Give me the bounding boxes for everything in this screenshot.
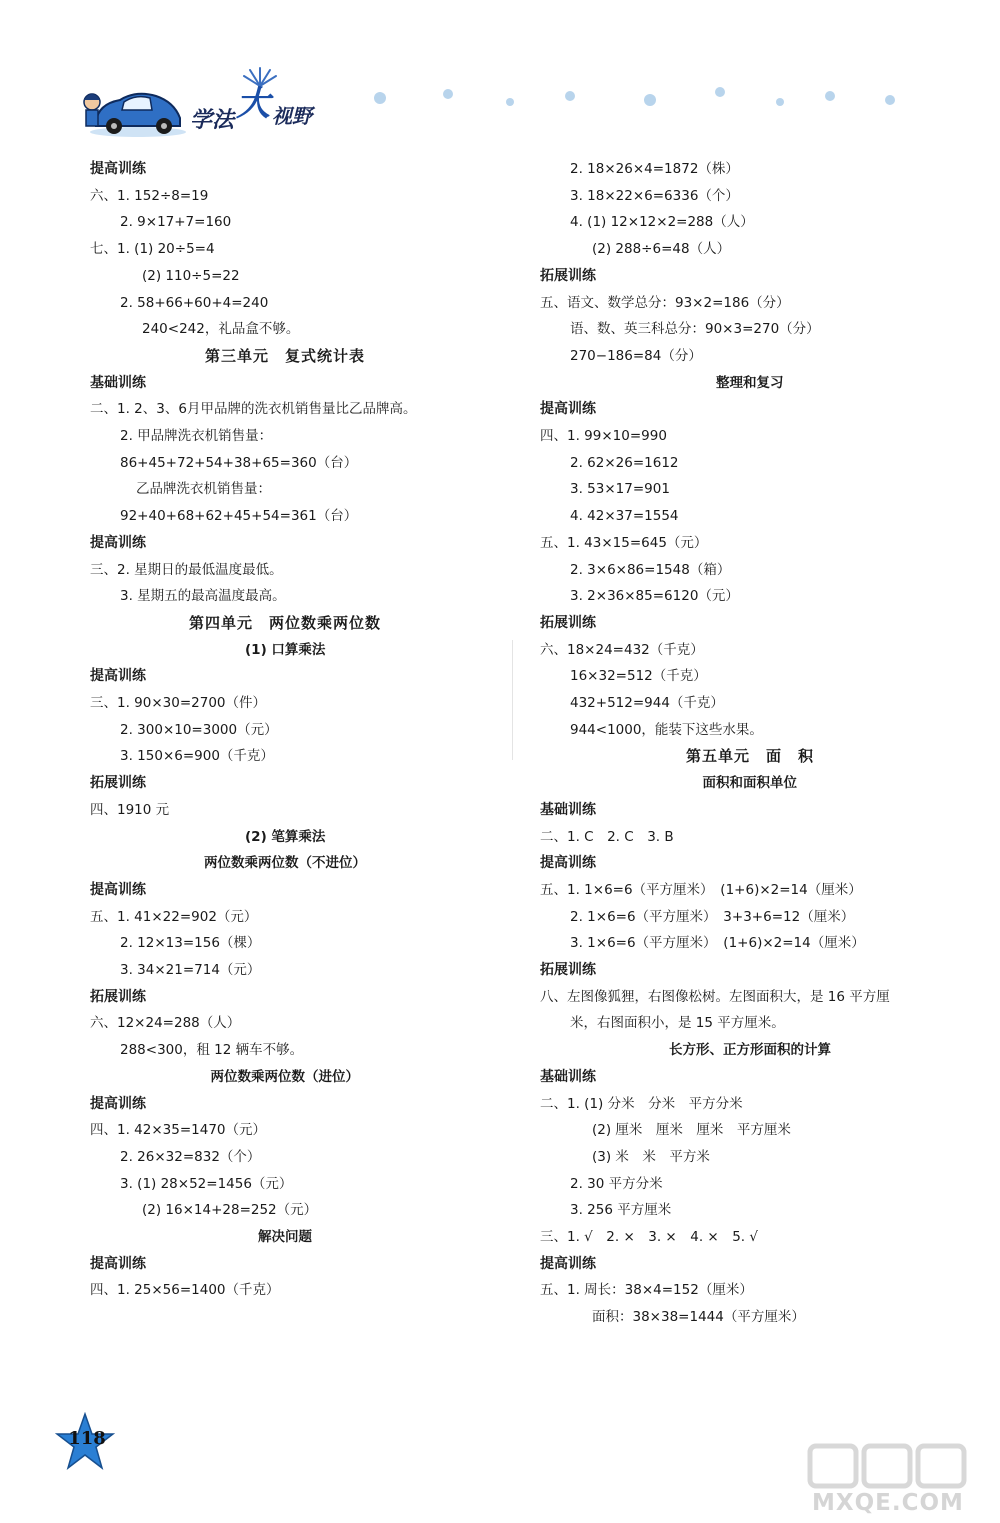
unit-title: 第四单元 两位数乘两位数 — [189, 613, 382, 632]
answer-line: 2. 甲品牌洗衣机销售量： — [120, 428, 273, 444]
answer-line: 2. 12×13=156（棵） — [120, 935, 261, 952]
answer-line: 2. 300×10=3000（元） — [120, 721, 278, 738]
answer-line: 四、1. 99×10=990 — [540, 428, 667, 444]
answer-line: 4. (1) 12×12×2=288（人） — [570, 214, 754, 231]
answer-line: 四、1. 25×56=1400（千克） — [90, 1282, 280, 1299]
section-heading: 提高训练 — [90, 1095, 146, 1112]
answer-line: 288<300，租 12 辆车不够。 — [120, 1042, 304, 1059]
watermark-text: MXQE.COM — [812, 1490, 964, 1516]
answer-line: 270−186=84（分） — [570, 347, 702, 364]
section-heading: 基础训练 — [540, 801, 596, 818]
answer-line: 八、左图像狐狸，右图像松树。左图面积大，是 16 平方厘 — [540, 988, 890, 1005]
answer-line: 二、1. 2、3、6月甲品牌的洗衣机销售量比乙品牌高。 — [90, 401, 417, 418]
lesson-title: 面积和面积单位 — [702, 775, 797, 792]
answer-line: 3. 256 平方厘米 — [570, 1202, 672, 1219]
answer-line: 七、1. (1) 20÷5=4 — [90, 241, 215, 258]
lesson-title: 长方形、正方形面积的计算 — [669, 1042, 831, 1059]
lesson-title: 两位数乘两位数（进位） — [210, 1068, 359, 1085]
section-heading: 提高训练 — [90, 881, 146, 898]
answer-line: 4. 42×37=1554 — [570, 508, 679, 525]
answer-line: 2. 3×6×86=1548（箱） — [570, 561, 731, 578]
lesson-title: 整理和复习 — [716, 374, 784, 391]
answer-line: 语、数、英三科总分：90×3=270（分） — [570, 321, 820, 338]
column-divider — [512, 640, 513, 760]
section-heading: 拓展训练 — [540, 962, 596, 978]
lesson-title: (1) 口算乘法 — [245, 641, 326, 658]
answer-line: 二、1. C 2. C 3. B — [540, 828, 674, 845]
answer-line: 86+45+72+54+38+65=360（台） — [120, 454, 358, 471]
section-heading: 提高训练 — [90, 161, 146, 177]
answer-line: 五、1. 1×6=6（平方厘米） (1+6)×2=14（厘米） — [540, 881, 862, 898]
section-heading: 基础训练 — [90, 374, 146, 391]
answer-line: 四、1910 元 — [90, 801, 170, 818]
answer-line: 六、12×24=288（人） — [90, 1015, 241, 1032]
page-header — [0, 0, 1000, 150]
page-number: 118 — [68, 1428, 106, 1449]
answer-line: 五、1. 43×15=645（元） — [540, 534, 708, 551]
answer-line: (3) 米 米 平方米 — [592, 1148, 710, 1165]
answer-line: 2. 30 平方分米 — [570, 1175, 663, 1192]
answer-line: 五、语文、数学总分：93×2=186（分） — [540, 294, 790, 311]
answer-line: 3. 18×22×6=6336（个） — [570, 187, 739, 204]
lesson-title: (2) 笔算乘法 — [245, 828, 326, 845]
answer-line: 3. 150×6=900（千克） — [120, 748, 274, 765]
brand-title — [190, 74, 312, 134]
answer-line: 2. 58+66+60+4=240 — [120, 294, 269, 311]
answer-line: 五、1. 41×22=902（元） — [90, 908, 258, 925]
answer-line: 六、1. 152÷8=19 — [90, 187, 209, 204]
section-heading: 拓展训练 — [90, 988, 146, 1005]
answer-line: 944<1000，能装下这些水果。 — [570, 721, 763, 738]
answer-line: 3. 2×36×85=6120（元） — [570, 588, 739, 605]
answer-line: 三、2. 星期日的最低温度最低。 — [90, 561, 283, 578]
section-heading: 提高训练 — [540, 855, 596, 872]
answer-line: 240<242，礼品盒不够。 — [142, 321, 300, 338]
answer-line: 面积：38×38=1444（平方厘米） — [592, 1309, 805, 1326]
answer-line: (2) 110÷5=22 — [142, 267, 240, 284]
section-heading: 提高训练 — [540, 1255, 596, 1272]
lesson-title: 解决问题 — [258, 1229, 312, 1245]
answer-line: 3. (1) 28×52=1456（元） — [120, 1175, 293, 1192]
brand-part-1: 学法 — [190, 107, 235, 133]
answer-line: (2) 厘米 厘米 厘米 平方厘米 — [592, 1122, 791, 1139]
answer-line: 三、1. 90×30=2700（件） — [90, 695, 267, 711]
answer-line: 432+512=944（千克） — [570, 695, 724, 711]
unit-title: 第五单元 面 积 — [686, 747, 815, 766]
section-heading: 提高训练 — [90, 668, 146, 685]
brand-part-3: 视野 — [272, 104, 313, 128]
answer-line: 2. 62×26=1612 — [570, 454, 679, 471]
answer-line: 米，右图面积小，是 15 平方厘米。 — [570, 1015, 785, 1032]
unit-title: 第三单元 复式统计表 — [205, 346, 366, 365]
answer-line: 3. 星期五的最高温度最高。 — [120, 588, 286, 605]
answer-line: 16×32=512（千克） — [570, 668, 707, 685]
answer-line: 2. 1×6=6（平方厘米） 3+3+6=12（厘米） — [570, 908, 855, 925]
answer-line: 2. 9×17+7=160 — [120, 214, 232, 231]
answer-line: 3. 53×17=901 — [570, 481, 670, 498]
section-heading: 拓展训练 — [540, 267, 596, 284]
brand-part-2: 大 — [236, 84, 271, 124]
answer-line: 3. 34×21=714（元） — [120, 962, 261, 978]
answer-line: 三、1. √ 2. × 3. × 4. × 5. √ — [540, 1229, 758, 1245]
car-logo-icon — [78, 82, 188, 140]
answer-line: (2) 288÷6=48（人） — [592, 241, 731, 258]
section-heading: 拓展训练 — [540, 614, 596, 631]
answer-line: 四、1. 42×35=1470（元） — [90, 1122, 267, 1139]
answer-line: 3. 1×6=6（平方厘米） (1+6)×2=14（厘米） — [570, 935, 865, 952]
answer-line: 六、18×24=432（千克） — [540, 641, 704, 658]
answer-line: 乙品牌洗衣机销售量： — [136, 481, 271, 498]
answer-line: (2) 16×14+28=252（元） — [142, 1202, 318, 1219]
section-heading: 提高训练 — [540, 401, 596, 418]
answer-line: 五、1. 周长：38×4=152（厘米） — [540, 1282, 753, 1299]
section-heading: 基础训练 — [540, 1068, 596, 1085]
answer-line: 92+40+68+62+45+54=361（台） — [120, 508, 358, 525]
decorative-dots-icon — [360, 80, 920, 120]
answer-line: 2. 26×32=832（个） — [120, 1148, 261, 1165]
section-heading: 提高训练 — [90, 534, 146, 551]
lesson-title: 两位数乘两位数（不进位） — [204, 855, 366, 872]
answer-line: 2. 18×26×4=1872（株） — [570, 161, 739, 177]
section-heading: 提高训练 — [90, 1255, 146, 1272]
answer-line: 二、1. (1) 分米 分米 平方分米 — [540, 1095, 743, 1112]
section-heading: 拓展训练 — [90, 775, 146, 792]
